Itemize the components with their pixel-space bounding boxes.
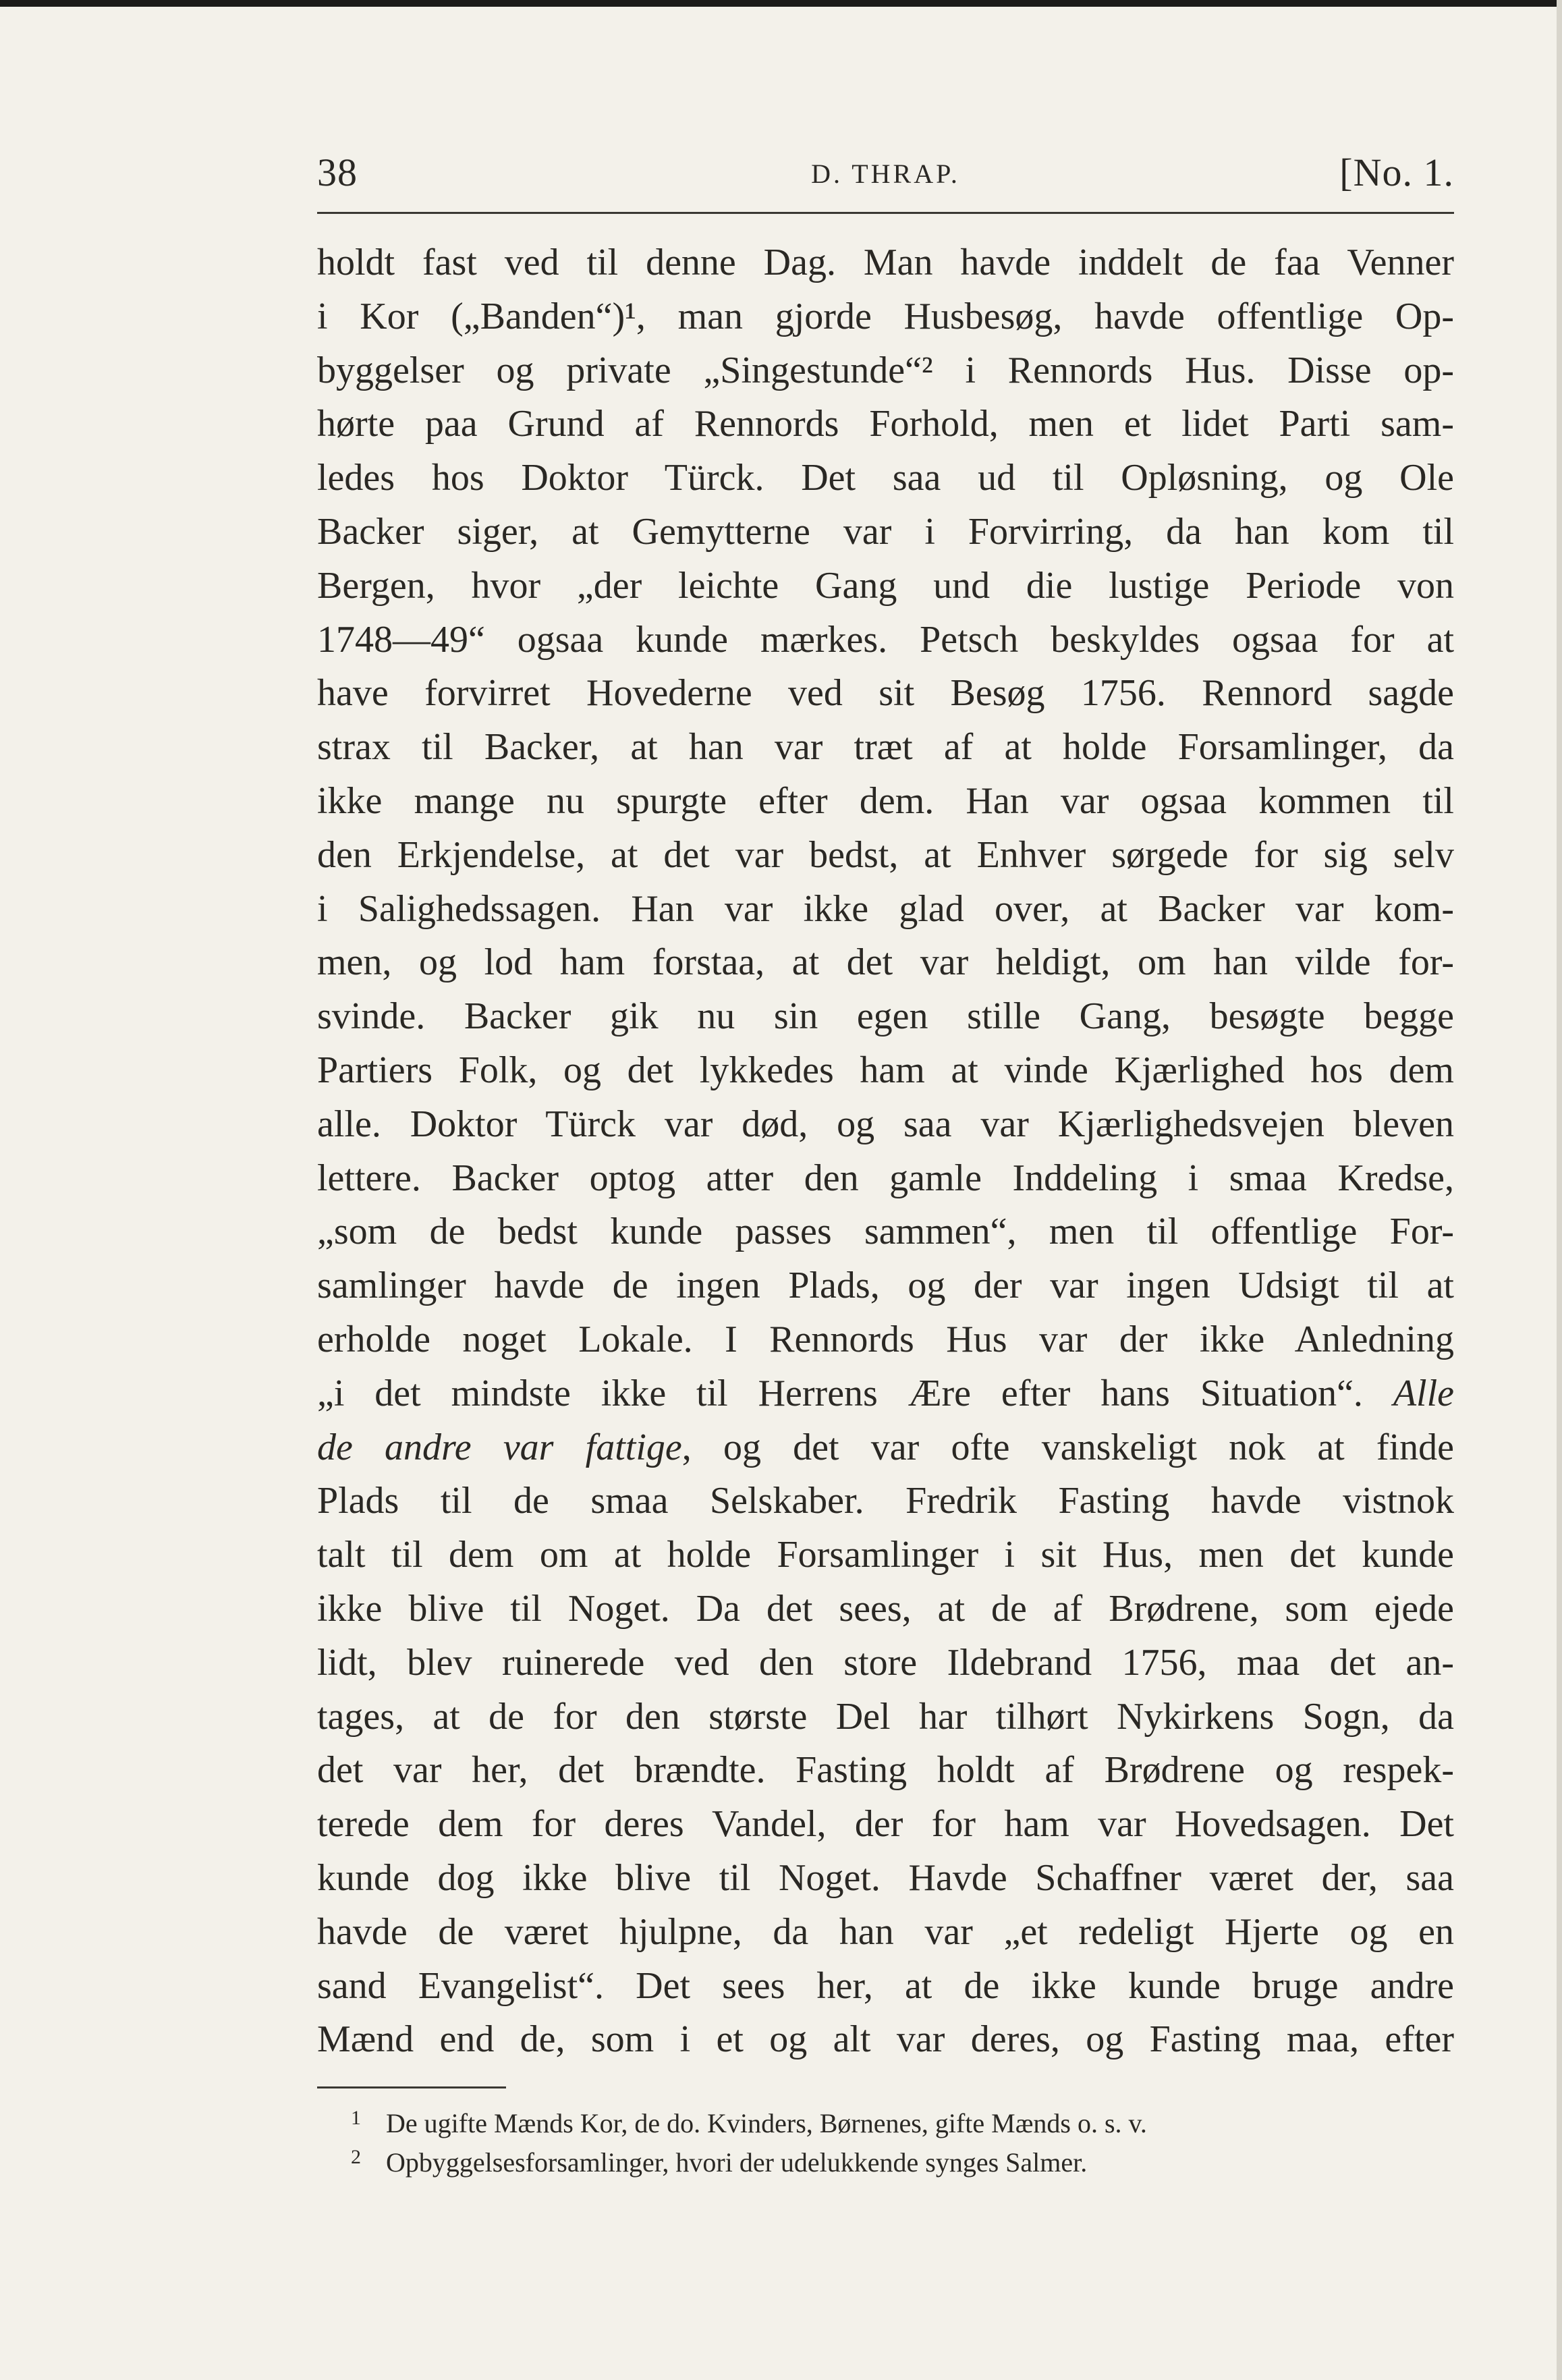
body-text [317,236,1454,2067]
text-line: i Salighedssagen. Han var ikke glad over, at Backer var kom- [317,887,1454,930]
footnotes [351,2099,1444,2177]
text-line: holdt fast ved til denne Dag. Man havde inddelt de faa Venner [317,242,1454,283]
running-title: D. THRAP. [811,159,960,189]
footnote-mark: 1 [351,2107,361,2129]
text-line: Partiers Folk, og det lykkedes ham at vinde Kjærlighed hos dem [317,1049,1454,1091]
text-line: „som de bedst kunde passes sammen“, men til offentlige For- [317,1211,1454,1253]
text-line: svinde. Backer gik nu sin egen stille Gang, besøgte begge [317,995,1454,1038]
text-line: ledes hos Doktor Türck. Det saa ud til Opløsning, og Ole [317,457,1454,499]
text-line: den Erkjendelse, at det var bedst, at Enhver sørgede for sig selv [317,833,1454,876]
text-line: erholde noget Lokale. I Rennords Hus var der ikke Anledning [317,1318,1454,1360]
text-line: ikke blive til Noget. Da det sees, at de af Brødrene, som ejede [317,1587,1454,1630]
text-line: alle. Doktor Türck var død, og saa var Kjærlighedsvejen bleven [317,1103,1454,1145]
text-line: talt til dem om at holde Forsamlinger i sit Hus, men det kunde [317,1534,1454,1576]
page-number: 38 [317,150,358,194]
text-line: lettere. Backer optog atter den gamle Inddeling i smaa Kredse, [317,1157,1454,1199]
text-line: byggelser og private „Singestunde“² i Rennords Hus. Disse op- [317,349,1454,391]
italic-emphasis: de andre var fattige [317,1426,682,1468]
text-line: Backer siger, at Gemytterne var i Forvirring, da han kom til [317,510,1454,553]
text-line-with-italic [317,1421,1454,1475]
text-segment: „i det mindste ikke til Herrens Ære efter hans Situation“. [317,1372,1363,1414]
text-line: det var her, det brændte. Fasting holdt af Brødrene og respek- [317,1749,1454,1792]
text-line: have forvirret Hovederne ved sit Besøg 1756. Rennord sagde [317,672,1454,715]
text-line: kunde dog ikke blive til Noget. Havde Schaffner været der, saa [317,1856,1454,1899]
text-line: Mænd end de, som i et og alt var deres, og Fasting maa, efter [317,2018,1454,2061]
text-line: terede dem for deres Vandel, der for ham var Hovedsagen. Det [317,1803,1454,1846]
scan-edge-right [1557,0,1562,2380]
text-line: strax til Backer, at han var træt af at holde Forsamlinger, da [317,726,1454,769]
text-line: samlinger havde de ingen Plads, og der var ingen Udsigt til at [317,1265,1454,1307]
text-line: hørte paa Grund af Rennords Forhold, men et lidet Parti sam- [317,403,1454,445]
text-line: men, og lod ham forstaa, at det var heldigt, om han vilde for- [317,941,1454,984]
footnote-text: Opbyggelsesforsamlinger, hvori der udelukkende synges Salmer. [386,2147,1088,2178]
footnote [351,2138,1444,2177]
running-header [317,150,1454,204]
text-line: tages, at de for den største Del har tilhørt Nykirkens Sogn, da [317,1695,1454,1738]
footnote-text: De ugifte Mænds Kor, de do. Kvinders, Børnenes, gifte Mænds o. s. v. [386,2108,1147,2138]
scan-edge-top [0,0,1562,7]
issue-number: [No. 1. [1339,150,1454,194]
text-line: 1748—49“ ogsaa kunde mærkes. Petsch beskyldes ogsaa for at [317,618,1454,661]
text-segment: , og det var ofte vanskeligt nok at finde [681,1426,1454,1468]
footnote [351,2099,1444,2138]
text-line: Plads til de smaa Selskaber. Fredrik Fasting havde vistnok [317,1480,1454,1522]
text-line: i Kor („Banden“)¹, man gjorde Husbesøg, havde offentlige Op- [317,295,1454,337]
text-line-with-italic [317,1367,1454,1421]
italic-emphasis: Alle [1393,1372,1454,1414]
footnote-mark: 2 [351,2146,361,2168]
text-line: havde de været hjulpne, da han var „et redeligt Hjerte og en [317,1910,1454,1953]
header-rule [317,212,1454,214]
text-line: Bergen, hvor „der leichte Gang und die lustige Periode von [317,564,1454,607]
text-line: sand Evangelist“. Det sees her, at de ikke kunde bruge andre [317,1964,1454,2007]
text-line: lidt, blev ruinerede ved den store Ildebrand 1756, maa det an- [317,1641,1454,1684]
footnote-rule [317,2086,506,2088]
text-line: ikke mange nu spurgte efter dem. Han var ogsaa kommen til [317,779,1454,822]
